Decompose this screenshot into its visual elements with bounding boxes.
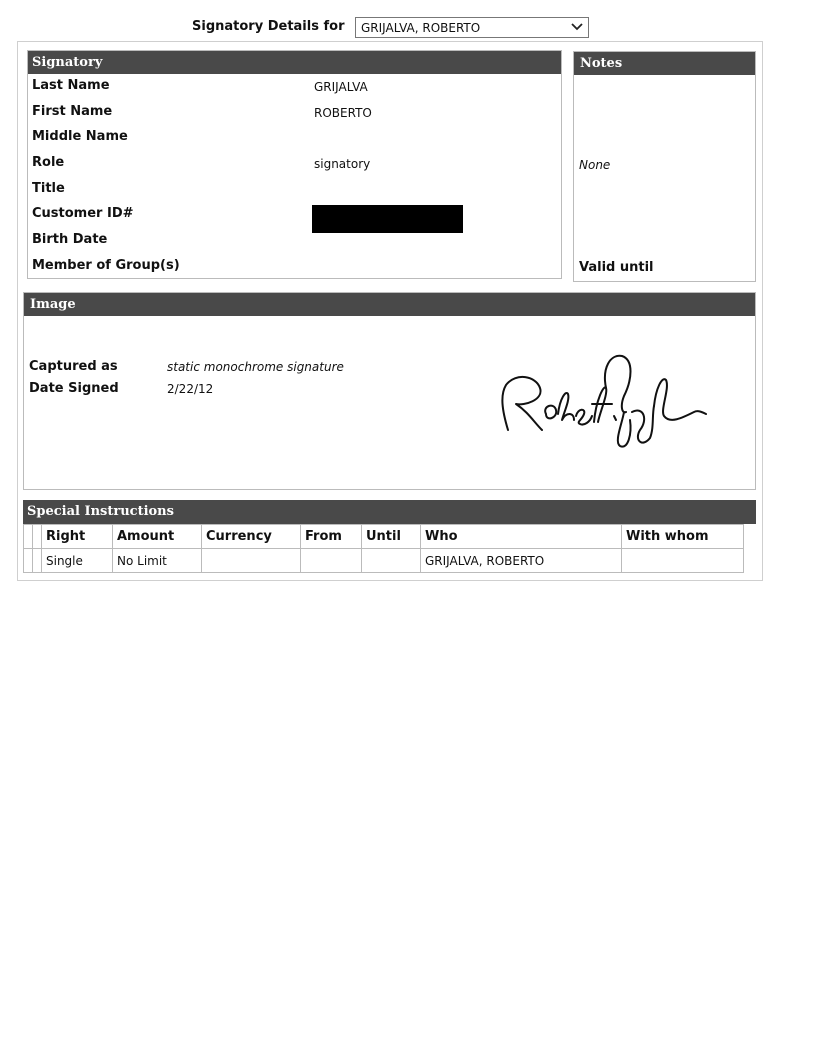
date-signed-label: Date Signed bbox=[29, 381, 119, 396]
last-name-value: GRIJALVA bbox=[314, 80, 368, 94]
first-name-value: ROBERTO bbox=[314, 106, 372, 120]
image-header: Image bbox=[24, 293, 755, 316]
table-header-row bbox=[24, 525, 744, 549]
captured-as-label: Captured as bbox=[29, 359, 118, 374]
role-value: signatory bbox=[314, 157, 371, 171]
first-name-label: First Name bbox=[32, 104, 113, 119]
cell-right: Single bbox=[42, 549, 113, 573]
col-from: From bbox=[301, 525, 362, 549]
blank-cell bbox=[33, 549, 42, 573]
notes-value: None bbox=[579, 158, 611, 172]
cell-until bbox=[362, 549, 421, 573]
special-instructions-header: Special Instructions bbox=[23, 500, 756, 524]
cell-from bbox=[301, 549, 362, 573]
birth-date-label: Birth Date bbox=[32, 232, 108, 247]
col-until: Until bbox=[362, 525, 421, 549]
signature-image bbox=[494, 350, 709, 455]
blank-cell bbox=[24, 549, 33, 573]
cell-amount: No Limit bbox=[113, 549, 202, 573]
col-who: Who bbox=[421, 525, 622, 549]
last-name-label: Last Name bbox=[32, 78, 110, 93]
table-row bbox=[24, 549, 744, 573]
signatory-header: Signatory bbox=[28, 51, 561, 74]
member-of-groups-label: Member of Group(s) bbox=[32, 258, 180, 273]
col-currency: Currency bbox=[202, 525, 301, 549]
signatory-details-label: Signatory Details for bbox=[192, 19, 345, 34]
notes-header: Notes bbox=[574, 52, 755, 75]
cell-who: GRIJALVA, ROBERTO bbox=[421, 549, 622, 573]
customer-id-label: Customer ID# bbox=[32, 206, 134, 221]
valid-until-label: Valid until bbox=[579, 260, 654, 275]
title-label: Title bbox=[32, 181, 65, 196]
blank-header-cell bbox=[33, 525, 42, 549]
cell-with-whom bbox=[622, 549, 744, 573]
special-instructions-table bbox=[23, 524, 744, 573]
chevron-down-icon[interactable] bbox=[571, 19, 583, 38]
signatory-select-value: GRIJALVA, ROBERTO bbox=[361, 21, 481, 35]
signatory-select[interactable] bbox=[355, 17, 589, 38]
captured-as-value: static monochrome signature bbox=[167, 360, 344, 374]
date-signed-value: 2/22/12 bbox=[167, 382, 214, 396]
col-amount: Amount bbox=[113, 525, 202, 549]
customer-id-redaction bbox=[312, 205, 463, 233]
col-right: Right bbox=[42, 525, 113, 549]
middle-name-label: Middle Name bbox=[32, 129, 128, 144]
cell-currency bbox=[202, 549, 301, 573]
role-label: Role bbox=[32, 155, 65, 170]
special-instructions-panel bbox=[23, 500, 756, 524]
blank-header-cell bbox=[24, 525, 33, 549]
col-with-whom: With whom bbox=[622, 525, 744, 549]
